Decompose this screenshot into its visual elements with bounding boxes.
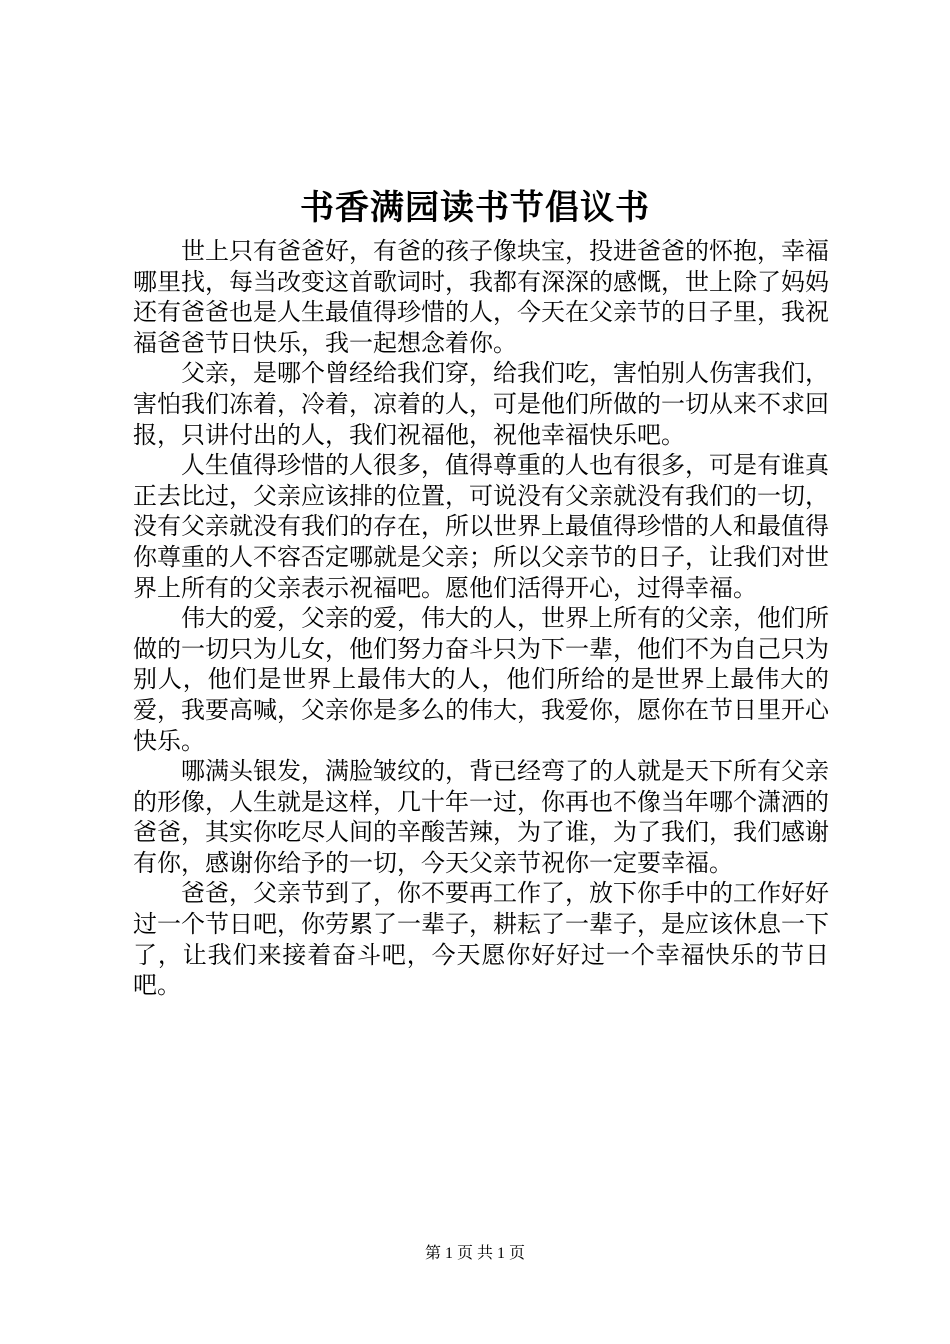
document-body xyxy=(133,236,829,1001)
paragraph-6: 爸爸，父亲节到了，你不要再工作了，放下你手中的工作好好过一个节日吧，你劳累了一辈子，耕耘了一辈子，是应该休息一下了，让我们来接着奋斗吧，今天愿你好好过一个幸福快乐的节日吧。 xyxy=(133,879,829,1000)
paragraph-4: 伟大的爱，父亲的爱，伟大的人，世界上所有的父亲，他们所做的一切只为儿女，他们努力奋斗只为下一辈，他们不为自己只为别人，他们是世界上最伟大的人，他们所给的是世界上最伟大的爱，我要高喊，父亲你是多么的伟大，我爱你，愿你在节日里开心快乐。 xyxy=(133,604,829,755)
paragraph-2: 父亲，是哪个曾经给我们穿，给我们吃，害怕别人伤害我们，害怕我们冻着，冷着，凉着的人，可是他们所做的一切从来不求回报，只讲付出的人，我们祝福他，祝他幸福快乐吧。 xyxy=(133,359,829,449)
document-title: 书香满园读书节倡议书 xyxy=(300,188,650,228)
paragraph-3: 人生值得珍惜的人很多，值得尊重的人也有很多，可是有谁真正去比过，父亲应该排的位置，可说没有父亲就没有我们的一切，没有父亲就没有我们的存在，所以世界上最值得珍惜的人和最值得你尊重的人不容否定哪就是父亲；所以父亲节的日子，让我们对世界上所有的父亲表示祝福吧。愿他们活得开心，过得幸福。 xyxy=(133,451,829,602)
page-number-footer: 第 1 页 共 1 页 xyxy=(424,1245,525,1262)
paragraph-1: 世上只有爸爸好，有爸的孩子像块宝，投进爸爸的怀抱，幸福哪里找，每当改变这首歌词时，我都有深深的感慨，世上除了妈妈还有爸爸也是人生最值得珍惜的人，今天在父亲节的日子里，我祝福爸爸节日快乐，我一起想念着你。 xyxy=(133,237,829,357)
paragraph-5: 哪满头银发，满脸皱纹的，背已经弯了的人就是天下所有父亲的形像，人生就是这样，几十年一过，你再也不像当年哪个潇洒的爸爸，其实你吃尽人间的辛酸苦辣，为了谁，为了我们，我们感谢有你，感谢你给予的一切，今天父亲节祝你一定要幸福。 xyxy=(133,757,829,877)
